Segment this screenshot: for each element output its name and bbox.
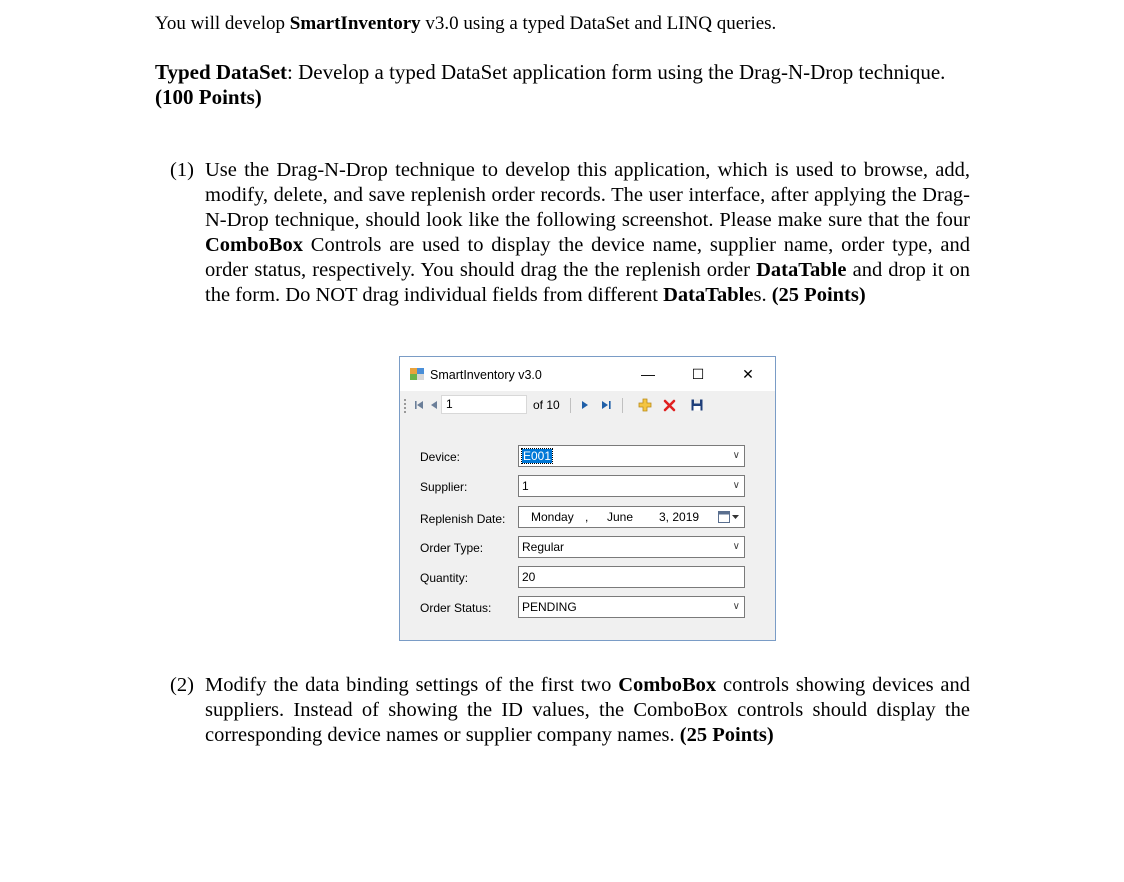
date-day[interactable]: Monday	[531, 510, 574, 524]
quantity-label: Quantity:	[420, 571, 469, 585]
p1-bold-2: DataTable	[756, 259, 847, 281]
replenish-date-label: Replenish Date:	[420, 512, 506, 526]
heading-text: : Develop a typed DataSet application form using the Drag-N-Drop technique.	[287, 60, 946, 84]
paragraph-2-body	[205, 673, 970, 748]
supplier-label: Supplier:	[420, 480, 468, 494]
order-status-value: PENDING	[522, 600, 577, 614]
replenish-date-picker[interactable]	[518, 506, 745, 528]
device-label: Device:	[420, 450, 461, 464]
paragraph-1-number: (1)	[170, 159, 194, 181]
position-input[interactable]: 1	[441, 395, 527, 414]
quantity-value: 20	[522, 570, 536, 584]
chevron-down-icon[interactable]: ∨	[732, 541, 740, 552]
binding-navigator	[400, 391, 775, 419]
close-button[interactable]: ✕	[742, 366, 754, 382]
p1-text-2: Controls are used to display the device name, supplier name, order type, and order status, respectively. You should drag the the replenish order	[205, 234, 970, 281]
p1-text-4: s.	[753, 284, 772, 306]
date-day-year[interactable]: 3, 2019	[659, 510, 700, 524]
device-combobox[interactable]	[518, 445, 745, 467]
add-new-icon[interactable]	[636, 396, 654, 414]
chevron-down-icon[interactable]: ∨	[732, 450, 740, 461]
toolstrip-grip[interactable]	[404, 399, 409, 413]
p1-text-3: and drop it on the form. Do NOT drag individual fields from different	[205, 259, 970, 306]
window-title: SmartInventory v3.0	[430, 368, 542, 382]
paragraph-1-body	[205, 158, 970, 308]
move-previous-icon[interactable]	[428, 396, 440, 414]
move-first-icon[interactable]	[412, 396, 426, 414]
smartinventory-window	[399, 356, 776, 641]
p2-bold-1: ComboBox	[618, 674, 717, 696]
order-type-label: Order Type:	[420, 541, 484, 555]
heading-points: (100 Points)	[155, 85, 262, 109]
date-month[interactable]: June	[607, 510, 634, 524]
paragraph-1	[170, 158, 970, 308]
move-next-icon[interactable]	[578, 396, 592, 414]
quantity-textbox[interactable]	[518, 566, 745, 588]
order-type-value: Regular	[522, 540, 565, 554]
heading-title: Typed DataSet	[155, 60, 288, 84]
app-icon	[410, 368, 424, 380]
intro-text-end: v3.0 using a typed DataSet and LINQ queries.	[420, 13, 777, 34]
section-heading	[155, 60, 955, 110]
toolstrip-separator	[622, 398, 623, 413]
supplier-value: 1	[522, 479, 529, 493]
intro-text: You will develop	[155, 13, 290, 34]
p1-bold-3: DataTable	[663, 284, 754, 306]
order-status-label: Order Status:	[420, 601, 492, 615]
paragraph-2	[170, 673, 970, 748]
move-last-icon[interactable]	[598, 396, 614, 414]
date-separator: ,	[585, 510, 589, 524]
calendar-icon[interactable]	[718, 511, 740, 524]
order-status-combobox[interactable]	[518, 596, 745, 618]
minimize-button[interactable]: —	[641, 366, 655, 382]
intro-line	[155, 12, 776, 36]
save-icon[interactable]	[688, 396, 706, 414]
p1-bold-1: ComboBox	[205, 234, 303, 256]
maximize-button[interactable]: ☐	[691, 366, 705, 382]
title-bar	[400, 357, 775, 391]
paragraph-2-number: (2)	[170, 674, 194, 696]
intro-app-name: SmartInventory	[289, 13, 421, 34]
p1-points: (25 Points)	[771, 284, 866, 306]
order-type-combobox[interactable]	[518, 536, 745, 558]
p2-points: (25 Points)	[679, 724, 774, 746]
delete-icon[interactable]	[660, 396, 678, 414]
p1-text-1: Use the Drag-N-Drop technique to develop this application, which is used to browse, add, modify, delete, and save replenish order records. The user interface, after applying the Drag-N-Drop technique, should look like the following screenshot. Please make sure that the four	[205, 159, 970, 231]
p2-text-2: controls showing devices and suppliers. Instead of showing the ID values, the ComboBox controls should display the corresponding device names or supplier company names.	[205, 674, 970, 746]
count-label: of 10	[533, 398, 560, 412]
chevron-down-icon[interactable]: ∨	[732, 601, 740, 612]
device-value: E001	[523, 449, 552, 463]
toolstrip-separator	[570, 398, 571, 413]
p2-text-1: Modify the data binding settings of the first two	[205, 674, 619, 696]
supplier-combobox[interactable]	[518, 475, 745, 497]
chevron-down-icon[interactable]: ∨	[732, 480, 740, 491]
